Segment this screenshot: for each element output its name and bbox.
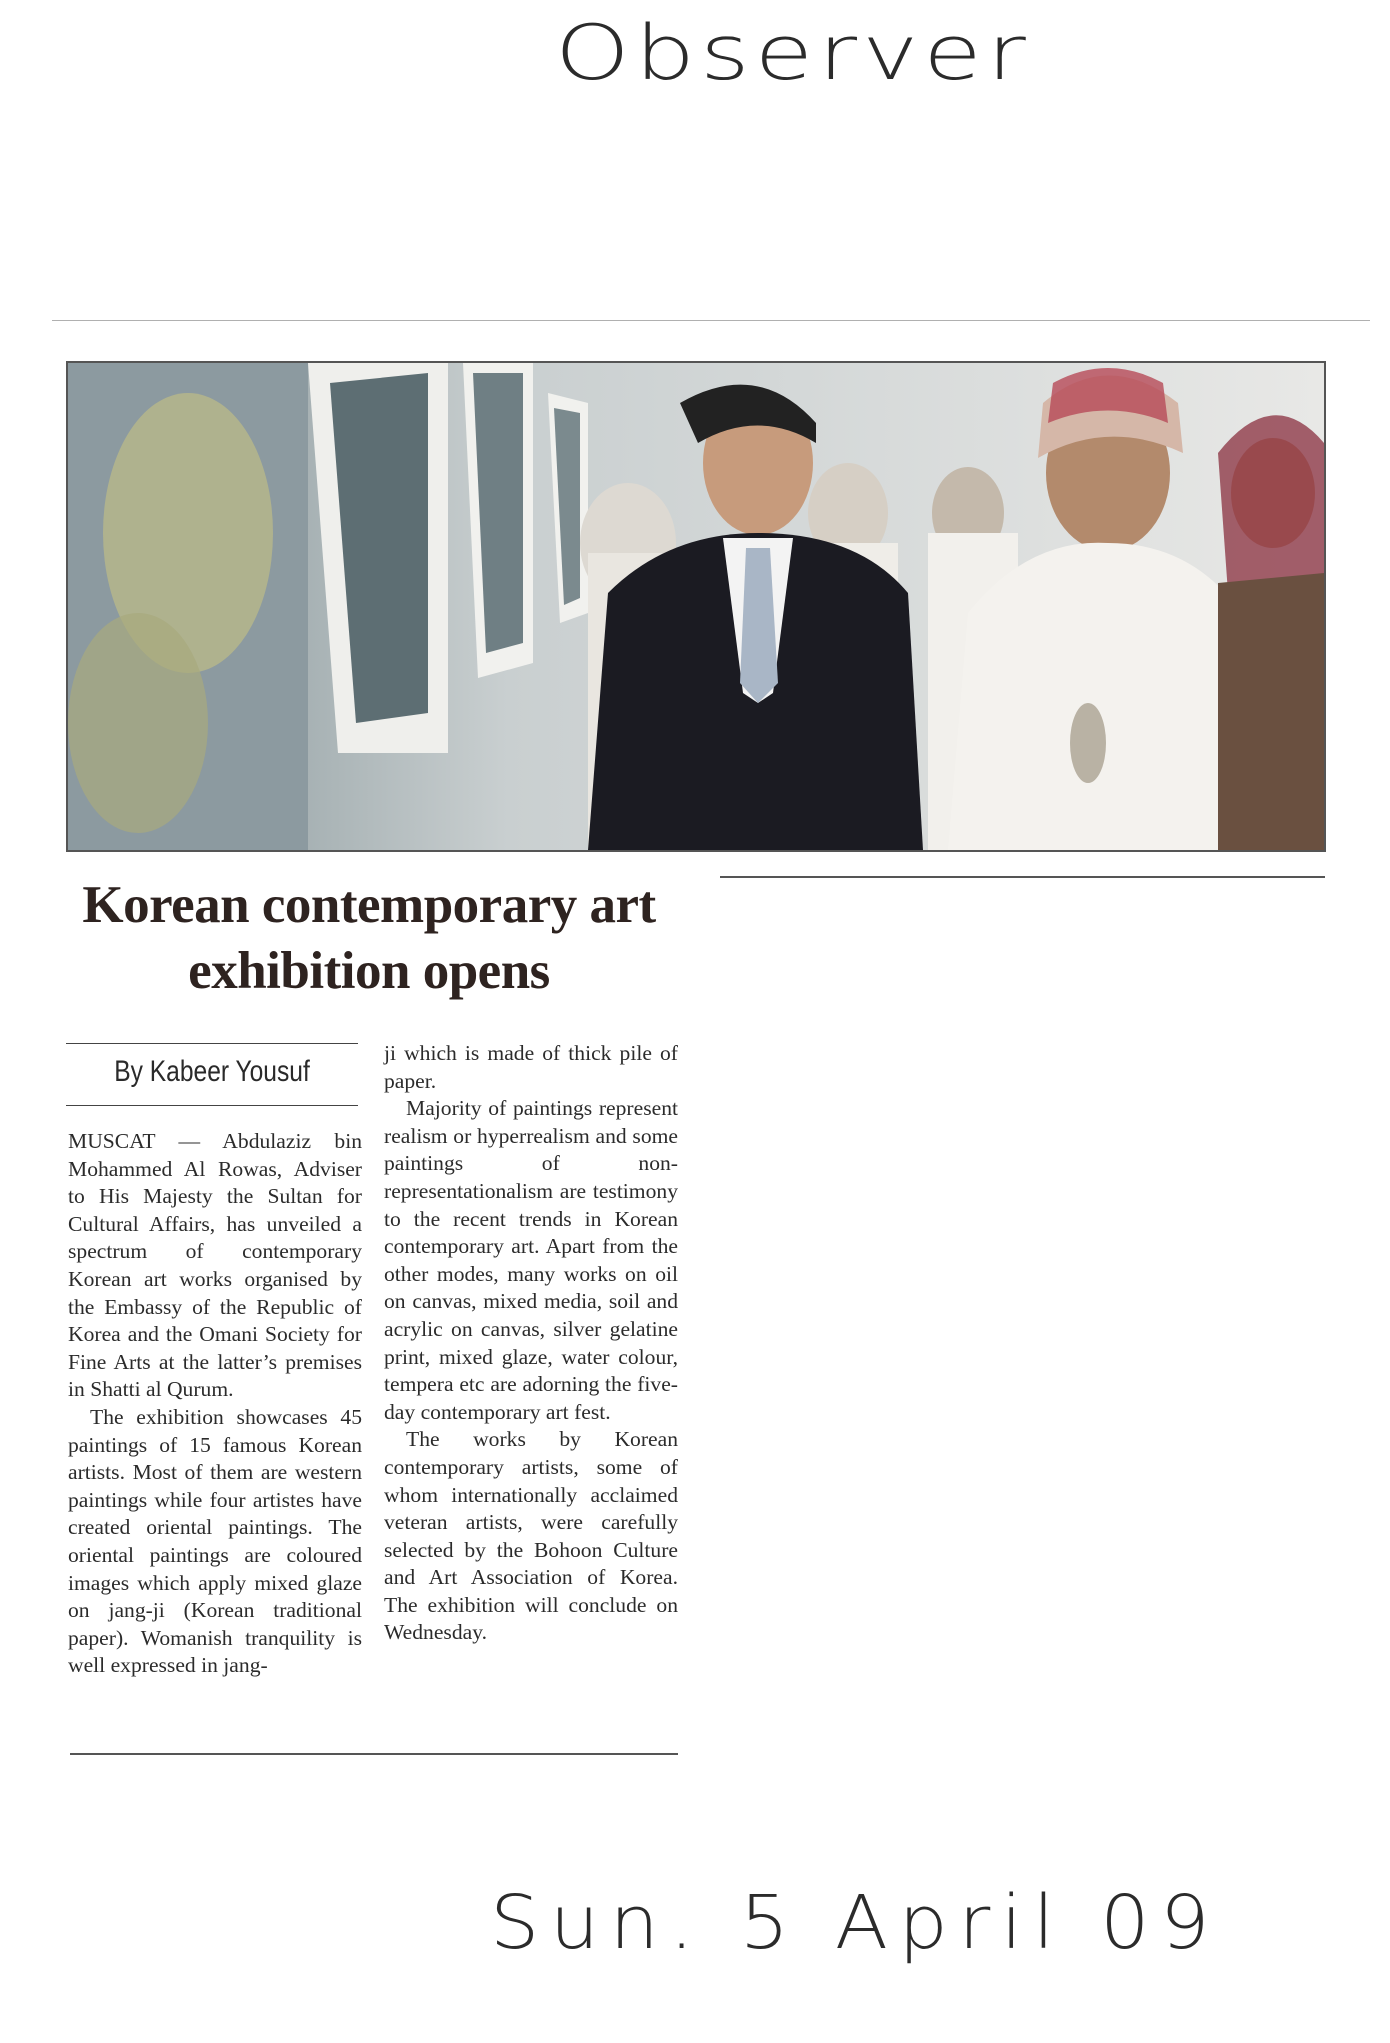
bottom-divider bbox=[70, 1753, 678, 1755]
date-handwritten: Sun. 5 April 09 bbox=[490, 1880, 1221, 1966]
byline: By Kabeer Yousuf bbox=[114, 1055, 310, 1088]
right-column-divider bbox=[720, 876, 1325, 878]
column-1-paragraph-2: The exhibition showcases 45 paintings of 15 famous Korean artists. Most of them are western paintings while four artistes have created oriental paintings. The oriental paintings are coloured images which apply mixed glaze on jang-ji (Korean traditional paper). Womanish tranquility is well expressed in jang- bbox=[68, 1404, 362, 1678]
article-column-1 bbox=[68, 1128, 362, 1680]
column-1-paragraph-1: MUSCAT — Abdulaziz bin Mohammed Al Rowas, Adviser to His Majesty the Sultan for Cultural Affairs, has unveiled a spectrum of contemporary Korean art works organised by the Embassy of the Republic of Korea and the Omani Society for Fine Arts at the latter’s premises in Shatti al Qurum. bbox=[68, 1129, 362, 1402]
top-divider bbox=[52, 320, 1370, 321]
column-2-paragraph-3: The works by Korean contemporary artists, some of whom internationally acclaimed veteran artists, were carefully selected by the Bohoon Culture and Art Association of Korea. The exhibition will conclude on Wednesday. bbox=[384, 1427, 678, 1645]
article-headline: Korean contemporary art exhibition opens bbox=[82, 876, 656, 1000]
byline-rule-bottom bbox=[66, 1105, 358, 1106]
article-column-2 bbox=[384, 1040, 678, 1647]
column-2-paragraph-2: Majority of paintings represent realism or hyperrealism and some paintings of non-representationalism are testimony to the recent trends in Korean contemporary art. Apart from the other modes, many works on oil on canvas, mixed media, soil and acrylic on canvas, silver gelatine print, mixed glaze, water colour, tempera etc are adorning the five-day contemporary art fest. bbox=[384, 1096, 678, 1424]
news-photo bbox=[66, 361, 1326, 852]
masthead-handwritten: Observer bbox=[555, 8, 1031, 97]
column-2-paragraph-1: ji which is made of thick pile of paper. bbox=[384, 1041, 678, 1093]
byline-rule-top bbox=[66, 1043, 358, 1044]
